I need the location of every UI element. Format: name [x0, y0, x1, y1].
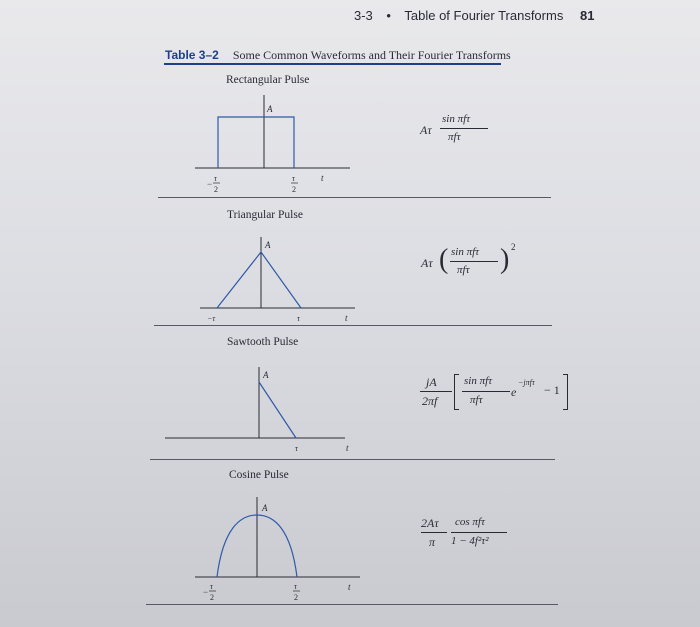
formula-coefficient: Aτ: [421, 256, 433, 270]
page-number: 81: [580, 8, 595, 23]
formula-numerator: cos πfτ: [455, 516, 485, 528]
sawtooth-waveform: [259, 382, 296, 438]
formula-denominator: πfτ: [457, 264, 470, 276]
tick-tau: τ: [294, 582, 297, 591]
formula-exponent: −jπfτ: [518, 378, 535, 387]
amplitude-label: A: [262, 503, 268, 513]
t-axis-label: t: [321, 173, 324, 183]
header-bullet: •: [386, 8, 391, 23]
tick-two: 2: [294, 593, 298, 602]
section-number: 3-3: [354, 8, 373, 23]
row-divider: [150, 459, 555, 460]
tick-two: 2: [214, 185, 218, 194]
fraction-bar: [440, 128, 488, 129]
row-divider: [158, 197, 551, 198]
formula-denominator: π: [429, 535, 436, 549]
triangular-pulse-plot: [195, 232, 365, 324]
exp-base: e: [511, 385, 517, 399]
formula-exponent: 2: [511, 242, 516, 252]
fraction-bar: [451, 532, 507, 533]
formula-denominator: πfτ: [470, 394, 483, 406]
tick-two: 2: [292, 185, 296, 194]
row-divider: [146, 604, 558, 605]
section-title: Table of Fourier Transforms: [404, 8, 564, 23]
row-title-cosine: Cosine Pulse: [229, 469, 289, 481]
tick-minus-sign: −: [207, 179, 213, 189]
formula-denominator: πfτ: [448, 131, 461, 143]
row-title-triangular: Triangular Pulse: [227, 209, 303, 221]
tick-tau: τ: [292, 174, 295, 183]
amplitude-label: A: [263, 370, 269, 380]
right-paren: ): [500, 244, 510, 275]
formula-coefficient: Aτ: [420, 123, 432, 137]
tick-tau: τ: [210, 582, 213, 591]
minus-one: − 1: [544, 383, 560, 397]
fraction-bar: [420, 391, 452, 392]
formula-denominator: 2πf: [422, 394, 438, 408]
sawtooth-transform-formula: [420, 374, 570, 422]
sawtooth-pulse-plot: [160, 362, 360, 457]
amplitude-label: A: [265, 240, 271, 250]
left-paren: (: [439, 244, 449, 275]
tick-tau: τ: [214, 174, 217, 183]
fraction-bar: [462, 391, 510, 392]
formula-numerator: 2Aτ: [421, 516, 439, 530]
tick-tau: τ: [295, 444, 298, 453]
rectangular-waveform: [218, 117, 294, 168]
formula-denominator: 1 − 4f²τ²: [451, 535, 489, 547]
fraction-bar: [421, 532, 447, 533]
rectangular-pulse-plot: [190, 85, 370, 195]
table-caption: Some Common Waveforms and Their Fourier Transforms: [232, 48, 511, 62]
triangular-transform-formula: [421, 242, 531, 286]
right-bracket: [563, 374, 568, 410]
amplitude-label: A: [267, 104, 273, 114]
triangular-waveform: [217, 252, 301, 308]
running-header: [354, 8, 563, 23]
tick-minus-sign: −: [203, 587, 209, 597]
row-divider: [154, 325, 552, 326]
left-bracket: [454, 374, 459, 410]
t-axis-label: t: [345, 313, 348, 323]
tick-two: 2: [210, 593, 214, 602]
fraction-bar: [450, 261, 498, 262]
tick-tau: τ: [297, 314, 300, 323]
formula-numerator: sin πfτ: [451, 246, 480, 258]
table-heading: [165, 46, 511, 64]
t-axis-label: t: [348, 582, 351, 592]
formula-numerator: sin πfτ: [442, 113, 471, 125]
table-rule: [164, 63, 501, 65]
formula-numerator: sin πfτ: [464, 375, 493, 387]
cosine-transform-formula: [421, 516, 541, 556]
row-title-sawtooth: Sawtooth Pulse: [227, 336, 299, 348]
t-axis-label: t: [346, 443, 349, 453]
cosine-pulse-plot: [190, 492, 370, 604]
formula-numerator: jA: [426, 375, 437, 389]
rectangular-transform-formula: [420, 113, 520, 153]
tick-minus-tau: −τ: [207, 314, 216, 323]
table-label: Table 3–2: [165, 48, 219, 62]
row-title-rectangular: Rectangular Pulse: [226, 74, 310, 86]
